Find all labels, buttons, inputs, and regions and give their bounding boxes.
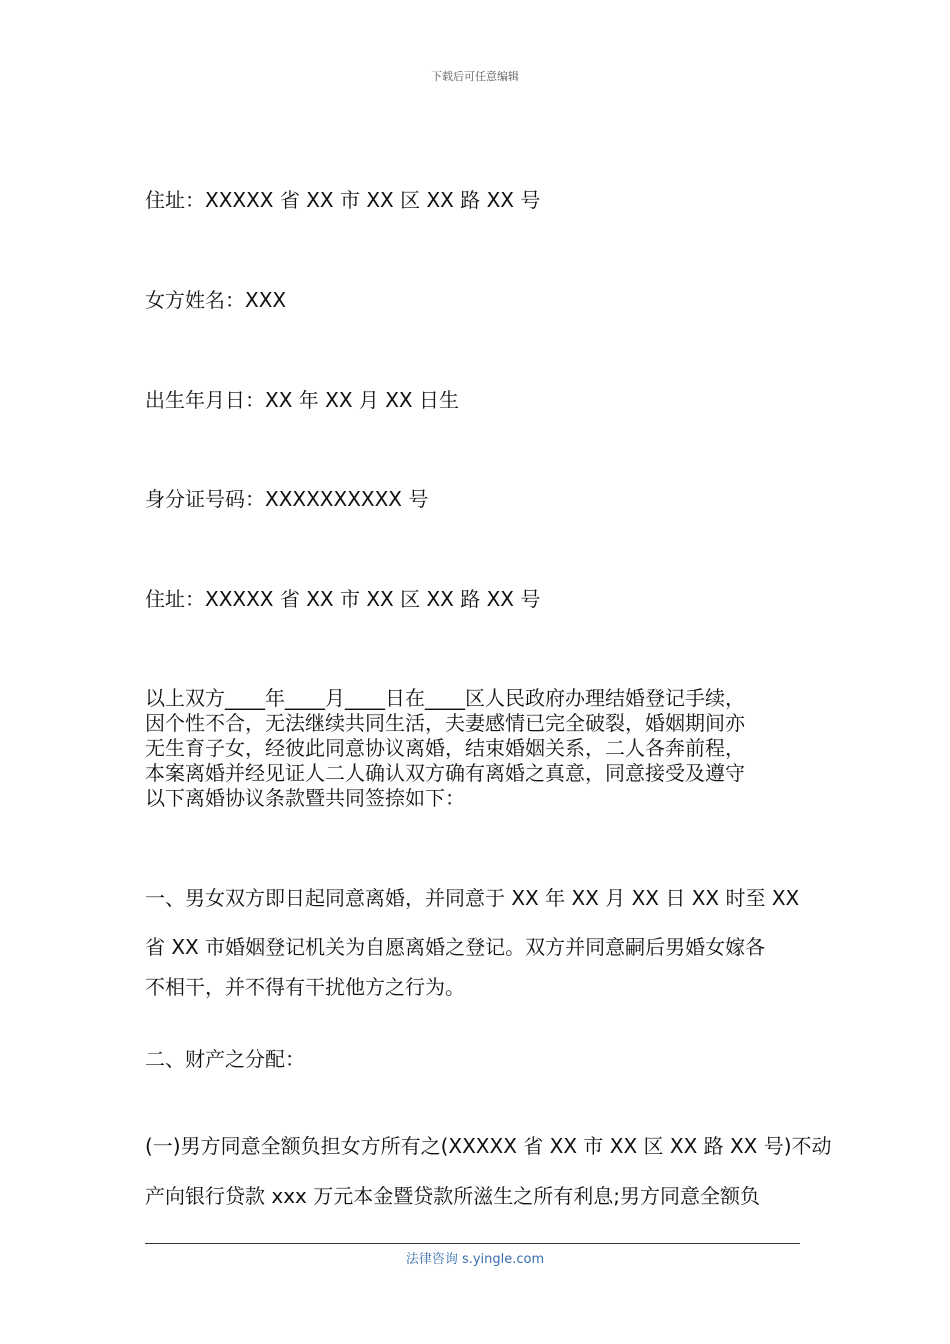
clause-1-line: 不相干，并不得有干扰他方之行为。 — [145, 975, 465, 999]
footer-link[interactable]: 法律咨询 s.yingle.com — [405, 1252, 545, 1267]
footer-divider — [145, 1243, 800, 1244]
clause-1-line: 一、男女双方即日起同意离婚，并同意于 XX 年 XX 月 XX 日 XX 时至 XX — [145, 886, 800, 910]
intro-line: 以下离婚协议条款暨共同签捺如下： — [145, 786, 465, 810]
clause-2-sub-line: 产向银行贷款 xxx 万元本金暨贷款所滋生之所有利息;男方同意全额负 — [145, 1184, 760, 1208]
clause-1-line: 省 XX 市婚姻登记机关为自愿离婚之登记。双方并同意嗣后男婚女嫁各 — [145, 935, 766, 959]
intro-line: 无生育子女，经彼此同意协议离婚，结束婚姻关系，二人各奔前程， — [145, 736, 745, 760]
intro-line: 本案离婚并经见证人二人确认双方确有离婚之真意，同意接受及遵守 — [145, 761, 745, 785]
female-name-line: 女方姓名：XXX — [145, 288, 287, 312]
intro-line: 以上双方____年____月____日在____区人民政府办理结婚登记手续， — [145, 686, 745, 710]
id-number-line: 身分证号码：XXXXXXXXXX 号 — [145, 487, 429, 511]
intro-paragraph — [145, 686, 810, 811]
clause-2-heading: 二、财产之分配： — [145, 1047, 305, 1071]
birth-date-line: 出生年月日：XX 年 XX 月 XX 日生 — [145, 388, 459, 412]
page-header-note: 下载后可任意编辑 — [431, 70, 519, 83]
clause-2-sub-line: (一)男方同意全额负担女方所有之(XXXXX 省 XX 市 XX 区 XX 路 XX 号)不动 — [145, 1134, 832, 1158]
address-line-1: 住址：XXXXX 省 XX 市 XX 区 XX 路 XX 号 — [145, 188, 541, 212]
address-line-2: 住址：XXXXX 省 XX 市 XX 区 XX 路 XX 号 — [145, 587, 541, 611]
intro-line: 因个性不合，无法继续共同生活，夫妻感情已完全破裂，婚姻期间亦 — [145, 711, 745, 735]
